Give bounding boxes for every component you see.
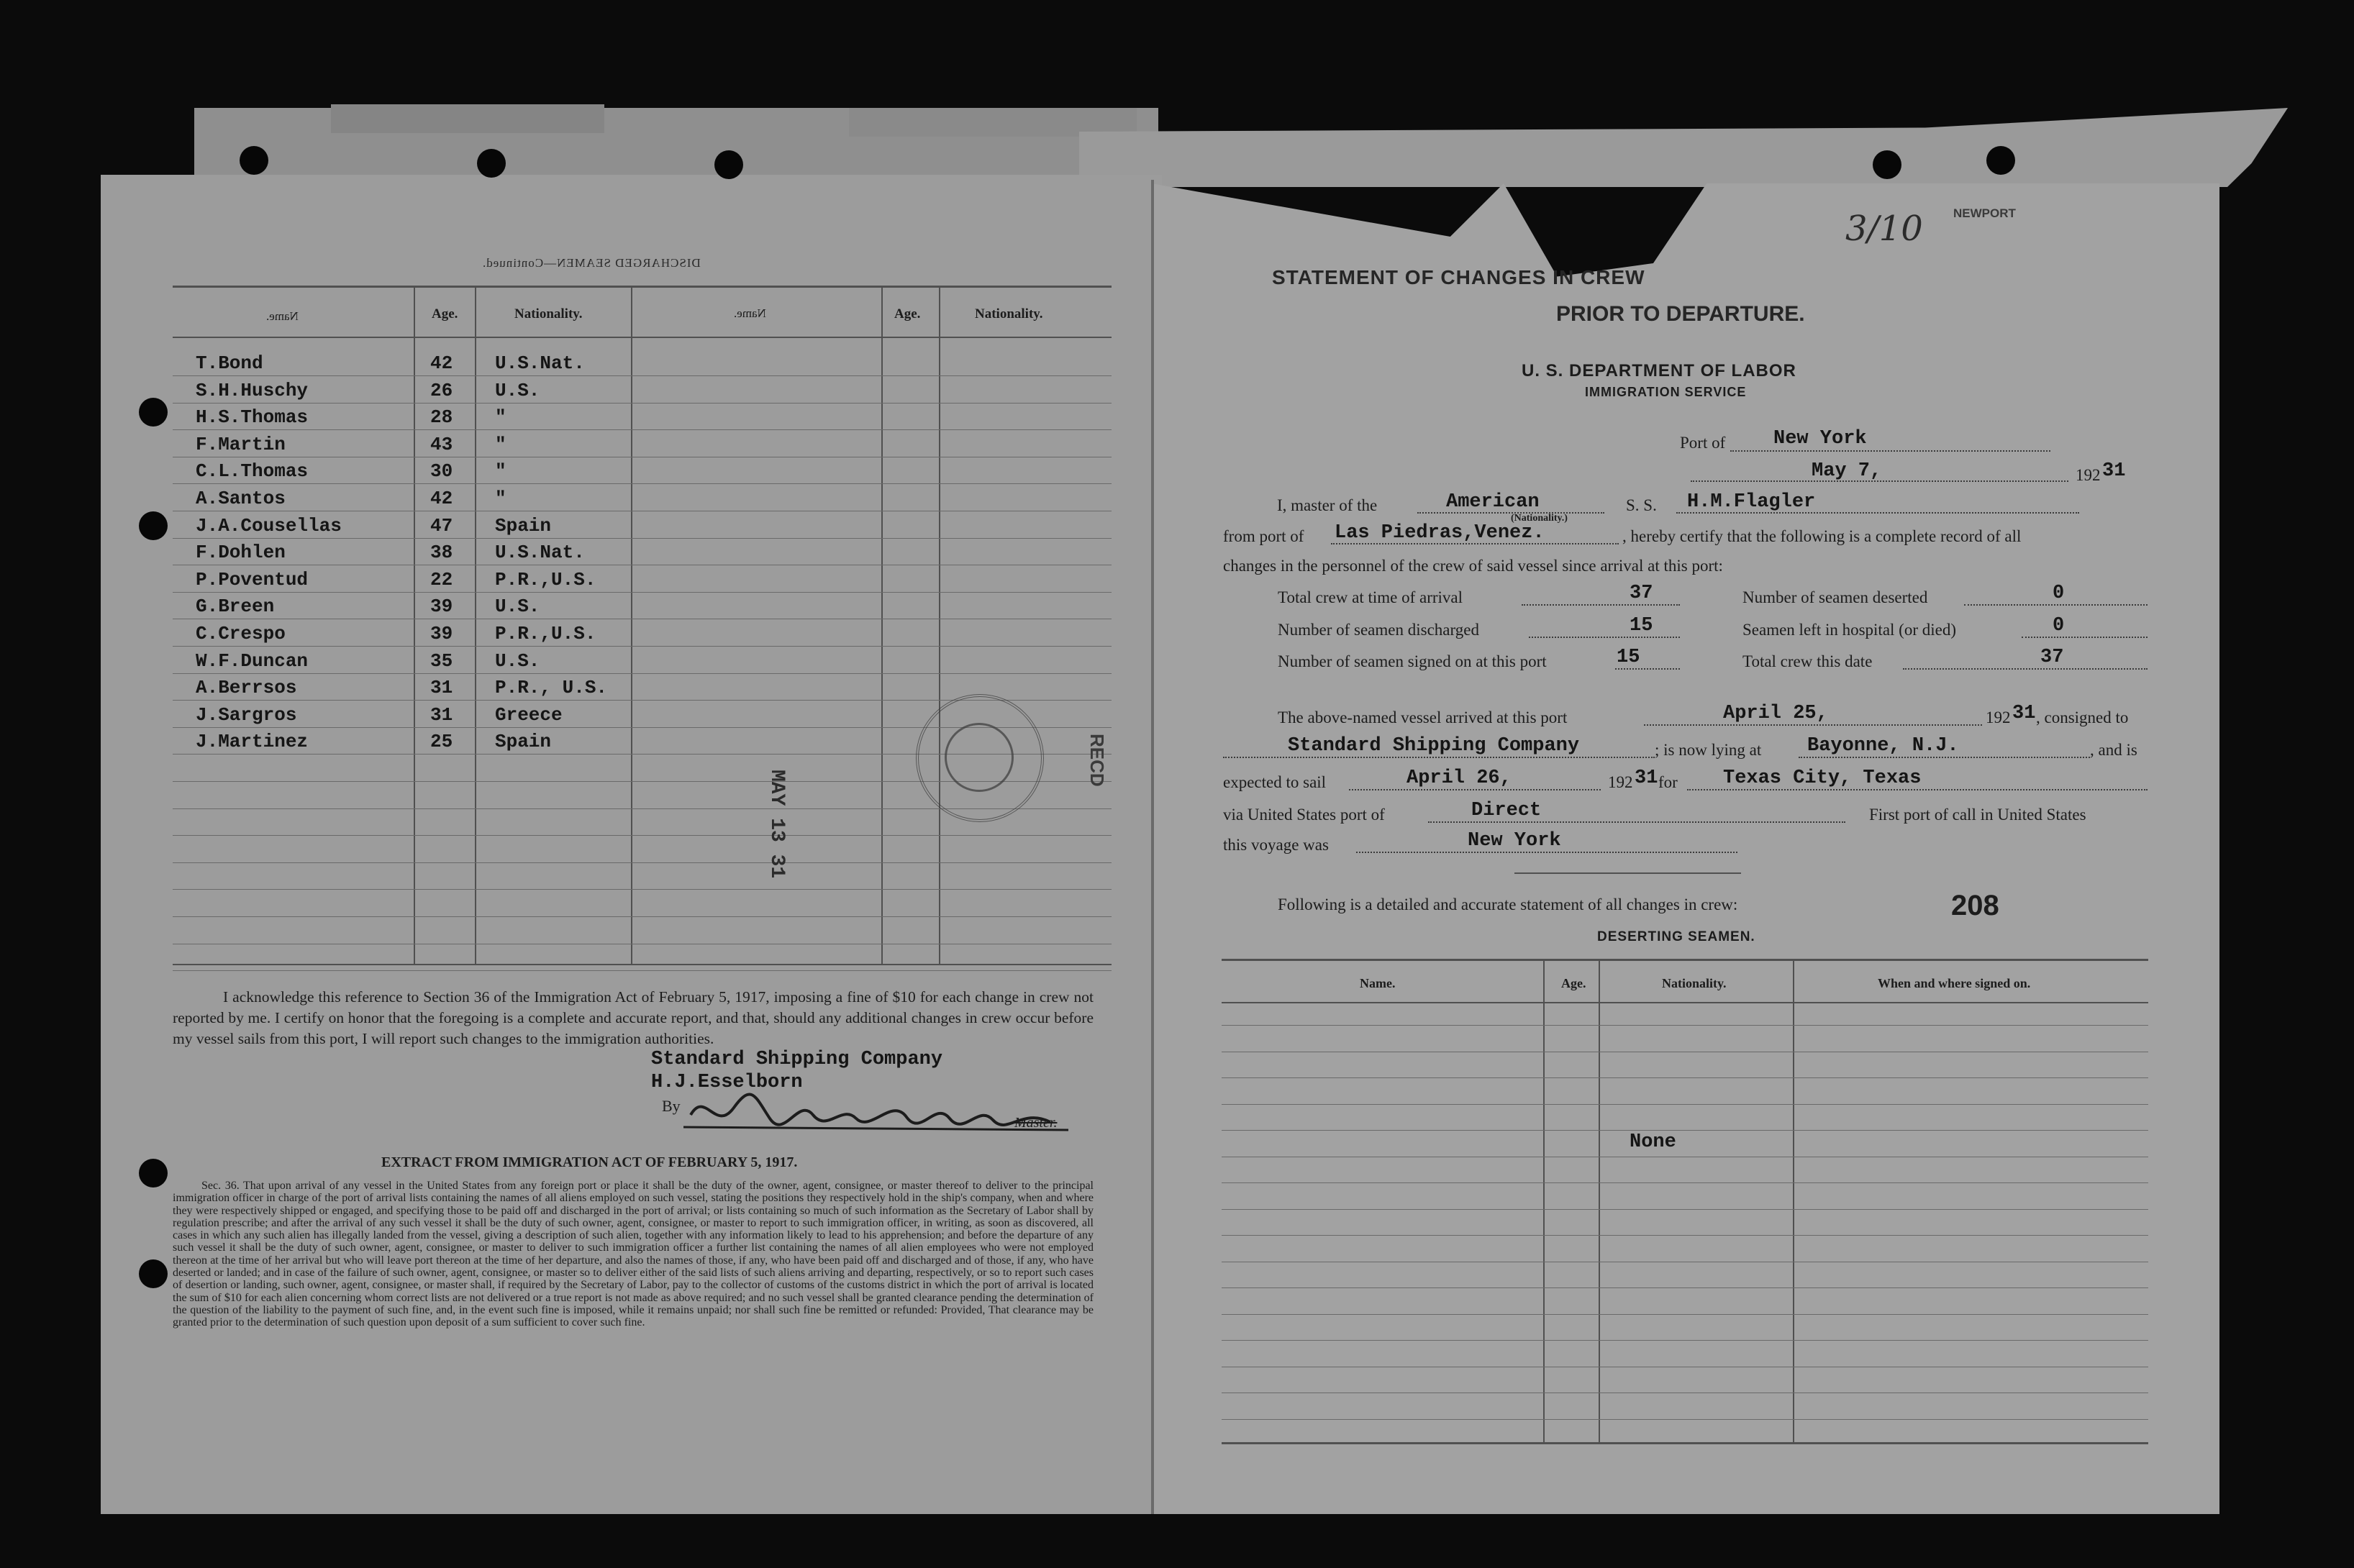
first-port-value: New York bbox=[1468, 830, 1561, 852]
col-header-age-2: Age. bbox=[894, 306, 921, 322]
expected-label: expected to sail bbox=[1223, 773, 1327, 791]
table-col-divider bbox=[414, 286, 415, 965]
seaman-age: 47 bbox=[430, 514, 453, 537]
total-crew-arrival-value: 37 bbox=[1630, 583, 1653, 604]
service-heading: IMMIGRATION SERVICE bbox=[1585, 385, 1747, 399]
seaman-name: F.Martin bbox=[196, 433, 286, 455]
from-port-value: Las Piedras,Venez. bbox=[1335, 522, 1545, 544]
deserted-value: 0 bbox=[2053, 583, 2065, 604]
seaman-age: 26 bbox=[430, 379, 453, 401]
punch-hole bbox=[714, 150, 743, 179]
seaman-age: 31 bbox=[430, 703, 453, 726]
seaman-nationality: Greece bbox=[495, 703, 563, 726]
seaman-age: 42 bbox=[430, 488, 453, 509]
lying-value: Bayonne, N.J. bbox=[1807, 735, 1959, 757]
form-title-line1: STATEMENT OF CHANGES IN CREW bbox=[1272, 266, 1645, 288]
table-row-rule bbox=[173, 673, 1112, 674]
seaman-name: C.L.Thomas bbox=[196, 460, 309, 483]
form-title-line2: PRIOR TO DEPARTURE. bbox=[1556, 302, 1805, 326]
seaman-nationality: " bbox=[495, 460, 506, 483]
seaman-nationality: " bbox=[495, 433, 506, 455]
punch-hole bbox=[139, 1259, 168, 1288]
date-value: May 7, bbox=[1812, 460, 1882, 482]
deserting-row-rule bbox=[1222, 1182, 2148, 1183]
stat-dots bbox=[1522, 604, 1680, 606]
seaman-name: H.S.Thomas bbox=[196, 406, 309, 429]
table-col-divider bbox=[939, 286, 940, 965]
seaman-nationality: Spain bbox=[495, 514, 552, 537]
via-label: via United States port of bbox=[1223, 806, 1385, 824]
from-port-label: from port of bbox=[1223, 527, 1304, 545]
nationality-value: American bbox=[1446, 491, 1540, 513]
seaman-nationality: U.S. bbox=[495, 596, 540, 618]
col-header-age: Age. bbox=[432, 306, 458, 322]
received-date-stamp: MAY 13 31 bbox=[765, 770, 788, 879]
table-row-rule bbox=[173, 970, 1112, 971]
seaman-name: J.Martinez bbox=[196, 731, 309, 753]
stat-dots bbox=[2022, 637, 2148, 638]
handwritten-note: 3/10 bbox=[1845, 209, 1923, 249]
punch-hole bbox=[1873, 150, 1901, 179]
seaman-name: P.Poventud bbox=[196, 568, 309, 591]
seaman-age: 30 bbox=[430, 460, 453, 483]
deserting-col-age: Age. bbox=[1561, 976, 1586, 990]
deserting-col-divider bbox=[1599, 959, 1600, 1442]
seaman-name: T.Bond bbox=[196, 352, 263, 374]
total-crew-date-value: 37 bbox=[2040, 647, 2064, 668]
seaman-age: 42 bbox=[430, 352, 453, 374]
table-header-rule bbox=[173, 337, 1112, 338]
deserting-title: DESERTING SEAMEN. bbox=[1597, 929, 1755, 944]
col-header-name-2: Name. bbox=[734, 306, 766, 320]
table-row-rule bbox=[173, 646, 1112, 647]
seaman-nationality: U.S. bbox=[495, 649, 540, 672]
deserting-row-rule bbox=[1222, 1235, 2148, 1236]
arrived-dots bbox=[1644, 724, 1982, 726]
discharged-value: 15 bbox=[1630, 615, 1653, 637]
col-header-nationality-2: Nationality. bbox=[975, 306, 1043, 322]
seaman-name: G.Breen bbox=[196, 596, 275, 618]
seaman-age: 31 bbox=[430, 677, 453, 699]
seaman-nationality: " bbox=[495, 406, 506, 429]
arrived-year: 31 bbox=[2012, 703, 2036, 724]
seaman-age: 38 bbox=[430, 542, 453, 564]
signed-agent: H.J.Esselborn bbox=[651, 1072, 803, 1093]
extract-title: EXTRACT FROM IMMIGRATION ACT OF FEBRUARY 5, 1917. bbox=[381, 1154, 798, 1170]
deserting-row-rule bbox=[1222, 1130, 2148, 1131]
seaman-nationality: U.S.Nat. bbox=[495, 352, 585, 374]
stat-dots bbox=[1903, 668, 2148, 670]
deserting-col-name: Name. bbox=[1360, 976, 1396, 990]
master-of-label: I, master of the bbox=[1277, 496, 1378, 514]
for-label: for bbox=[1658, 773, 1678, 791]
deserting-row-rule bbox=[1222, 1025, 2148, 1026]
table-row-rule bbox=[173, 916, 1112, 917]
deserting-bottom-rule bbox=[1222, 1442, 2148, 1444]
punch-hole bbox=[139, 398, 168, 427]
recd-side-stamp: RECD bbox=[1086, 734, 1108, 787]
seaman-age: 39 bbox=[430, 623, 453, 644]
nationality-caption: (Nationality.) bbox=[1511, 513, 1568, 524]
seaman-name: A.Santos bbox=[196, 488, 286, 509]
port-label: Port of bbox=[1680, 434, 1726, 452]
corner-port-stamp: NEWPORT bbox=[1953, 206, 2016, 220]
seaman-nationality: P.R., U.S. bbox=[495, 677, 608, 699]
punch-hole bbox=[1986, 146, 2015, 175]
seaman-name: J.Sargros bbox=[196, 703, 297, 726]
punch-hole bbox=[139, 1159, 168, 1188]
via-value: Direct bbox=[1471, 800, 1542, 821]
seaman-age: 43 bbox=[430, 433, 453, 455]
master-label: Master. bbox=[1014, 1115, 1058, 1131]
sail-dots bbox=[1349, 789, 1601, 790]
total-crew-date-label: Total crew this date bbox=[1742, 652, 1873, 670]
seaman-nationality: P.R.,U.S. bbox=[495, 623, 596, 644]
deserting-row-rule bbox=[1222, 1392, 2148, 1393]
table-bottom-rule bbox=[173, 964, 1112, 965]
port-dots bbox=[1730, 450, 2050, 452]
arrived-value: April 25, bbox=[1723, 703, 1828, 724]
deserting-col-when-where: When and where signed on. bbox=[1878, 976, 2031, 990]
by-label: By bbox=[662, 1097, 681, 1115]
seaman-nationality: U.S. bbox=[495, 379, 540, 401]
deserting-row-rule bbox=[1222, 1314, 2148, 1315]
table-row-rule bbox=[173, 403, 1112, 404]
deserting-top-rule bbox=[1222, 959, 2148, 961]
page-fold bbox=[1151, 180, 1154, 1514]
table-col-divider bbox=[631, 286, 632, 965]
statement-number-stamp: 208 bbox=[1951, 890, 1999, 921]
seaman-nationality: P.R.,U.S. bbox=[495, 568, 596, 591]
seaman-nationality: Spain bbox=[495, 731, 552, 753]
signed-company: Standard Shipping Company bbox=[651, 1049, 943, 1070]
seaman-age: 39 bbox=[430, 596, 453, 618]
sail-year-prefix: 192 bbox=[1608, 773, 1633, 791]
seaman-name: C.Crespo bbox=[196, 623, 286, 644]
stat-dots bbox=[1529, 637, 1680, 638]
destination-value: Texas City, Texas bbox=[1723, 767, 1922, 789]
circular-seal-inner bbox=[945, 723, 1014, 792]
certify-text: , hereby certify that the following is a complete record of all bbox=[1622, 527, 2022, 545]
port-value: New York bbox=[1773, 428, 1867, 450]
deserting-row-rule bbox=[1222, 1419, 2148, 1420]
table-col-divider bbox=[881, 286, 883, 965]
seaman-nationality: U.S.Nat. bbox=[495, 542, 585, 564]
table-row-rule bbox=[173, 483, 1112, 484]
seaman-name: J.A.Cousellas bbox=[196, 514, 342, 537]
table-row-rule bbox=[173, 862, 1112, 863]
deserting-row-rule bbox=[1222, 1287, 2148, 1288]
discharged-label: Number of seamen discharged bbox=[1278, 621, 1479, 639]
table-row-rule bbox=[173, 538, 1112, 539]
following-label: Following is a detailed and accurate statement of all changes in crew: bbox=[1278, 895, 1738, 913]
first-port-label: First port of call in United States bbox=[1869, 806, 2086, 824]
lying-dots bbox=[1799, 757, 2090, 758]
year-value: 31 bbox=[2102, 460, 2126, 482]
punch-hole bbox=[477, 149, 506, 178]
stat-dots bbox=[1615, 668, 1680, 670]
seaman-age: 28 bbox=[430, 406, 453, 429]
department-heading: U. S. DEPARTMENT OF LABOR bbox=[1522, 361, 1796, 380]
arrived-year-prefix: 192 bbox=[1986, 708, 2011, 726]
acknowledgment-text: I acknowledge this reference to Section 36 of the Immigration Act of February 5, 1917, imposing a fine of $10 for each change in crew not reported by me. I certify on honor that the foregoing is a complete and accurate report, and that, should any additional changes in crew occur before my vessel sails from this port, I will report such changes to the immigration authorities. bbox=[173, 988, 1094, 1047]
signed-on-label: Number of seamen signed on at this port bbox=[1278, 652, 1547, 670]
punch-hole bbox=[240, 146, 268, 175]
seaman-age: 35 bbox=[430, 649, 453, 672]
seaman-age: 25 bbox=[430, 731, 453, 753]
signed-on-value: 15 bbox=[1617, 647, 1640, 668]
table-row-rule bbox=[173, 375, 1112, 376]
sail-year: 31 bbox=[1635, 767, 1658, 789]
voyage-rule bbox=[1514, 872, 1741, 874]
certify-text-2: changes in the personnel of the crew of said vessel since arrival at this port: bbox=[1223, 557, 1723, 575]
deserting-col-divider bbox=[1793, 959, 1794, 1442]
seaman-name: S.H.Huschy bbox=[196, 379, 309, 401]
deserted-label: Number of seamen deserted bbox=[1742, 588, 1928, 606]
deserting-row-rule bbox=[1222, 1209, 2148, 1210]
deserting-header-rule bbox=[1222, 1002, 2148, 1003]
master-signature bbox=[676, 1082, 1079, 1140]
total-crew-arrival-label: Total crew at time of arrival bbox=[1278, 588, 1463, 606]
ss-label: S. S. bbox=[1626, 496, 1657, 514]
extract-text: Sec. 36. That upon arrival of any vessel in the United States from any foreign port or place it shall be the duty of the owner, agent, consignee, or master thereof to deliver to the principal immigration officer in charge of the port of arrival lists containing the names of all aliens employed on such vessel, stating the positions they respectively hold in the ship's company, when and where they were respectively shipped or engaged, and specifying those to be paid off and discharged in the port of arrival; or lists containing so much of such information as the Secretary of Labor shall by regulation prescribe; and after the arrival of any such vessel it shall be the duty of such owner, agent, consignee, or master to report to such immigration officer, in writing, as soon as discovered, all cases in which any such alien has illegally landed from the vessel, giving a description of such alien, together with any information likely to lead to his apprehension; and before the departure of any such vessel it shall be the duty of such owner, agent, consignee, or master to deliver to such immigration officer a further list containing the names of all alien employees who were not employed thereon at the time of her arrival but who will leave port thereon at the time of her departure, and also the names of those, if any, who have been paid off and discharged and of those, if any, who have deserted or landed; and in case of the failure of such owner, agent, consignee, or master so to deliver either of the said lists of such aliens arriving and departing, respectively, or so to report such cases of desertion or landing, such owner, agent, consignee, or master shall, if required by the Secretary of Labor, pay to the collector of customs of the customs district in which the port of arrival is located the sum of $10 for each alien concerning whom correct lists are not delivered or a true report is not made as above required; and no such vessel shall be granted clearance pending the determination of the question of the liability to the payment of such fine, and, in the event such fine is imposed, while it remains unpaid; nor shall such fine be remitted or refunded: Provided, That clearance may be granted prior to the determination of such question upon deposit of a sum sufficient to cover such fine. bbox=[173, 1180, 1094, 1329]
torn-tab-right bbox=[1079, 108, 2288, 187]
hospital-value: 0 bbox=[2053, 615, 2065, 637]
stat-dots bbox=[1964, 604, 2148, 606]
table-row-rule bbox=[173, 429, 1112, 430]
torn-tab-1 bbox=[331, 104, 604, 133]
deserting-row-rule bbox=[1222, 1340, 2148, 1341]
table-row-rule bbox=[173, 835, 1112, 836]
seaman-name: F.Dohlen bbox=[196, 542, 286, 564]
year-prefix: 192 bbox=[2076, 466, 2101, 484]
lying-label: ; is now lying at bbox=[1655, 741, 1762, 759]
punch-hole bbox=[139, 511, 168, 540]
table-row-rule bbox=[173, 592, 1112, 593]
deserting-col-divider bbox=[1543, 959, 1545, 1442]
first-port-dots bbox=[1356, 852, 1737, 853]
table-top-rule bbox=[173, 286, 1112, 288]
deserting-row-rule bbox=[1222, 1077, 2148, 1078]
table-col-divider bbox=[475, 286, 476, 965]
deserting-none-value: None bbox=[1630, 1131, 1676, 1153]
consignee-dots bbox=[1223, 757, 1655, 758]
deserting-row-rule bbox=[1222, 1104, 2148, 1105]
sail-date-value: April 26, bbox=[1407, 767, 1512, 789]
table-row-rule bbox=[173, 889, 1112, 890]
hospital-label: Seamen left in hospital (or died) bbox=[1742, 621, 1957, 639]
col-header-nationality: Nationality. bbox=[514, 306, 583, 322]
seaman-nationality: " bbox=[495, 488, 506, 509]
arrived-label: The above-named vessel arrived at this port bbox=[1278, 708, 1568, 726]
consignee-value: Standard Shipping Company bbox=[1288, 735, 1580, 757]
via-dots bbox=[1428, 821, 1845, 823]
seaman-age: 22 bbox=[430, 568, 453, 591]
deserting-col-nationality: Nationality. bbox=[1662, 976, 1727, 990]
consigned-label: , consigned to bbox=[2036, 708, 2129, 726]
and-is-label: , and is bbox=[2090, 741, 2137, 759]
seaman-name: W.F.Duncan bbox=[196, 649, 309, 672]
col-header-name: Name. bbox=[266, 309, 299, 323]
left-header-mirrored: DISCHARGED SEAMEN—Continued. bbox=[482, 256, 701, 270]
destination-dots bbox=[1687, 789, 2148, 790]
vessel-value: H.M.Flagler bbox=[1687, 491, 1816, 513]
seaman-name: A.Berrsos bbox=[196, 677, 297, 699]
this-voyage-label: this voyage was bbox=[1223, 836, 1329, 854]
